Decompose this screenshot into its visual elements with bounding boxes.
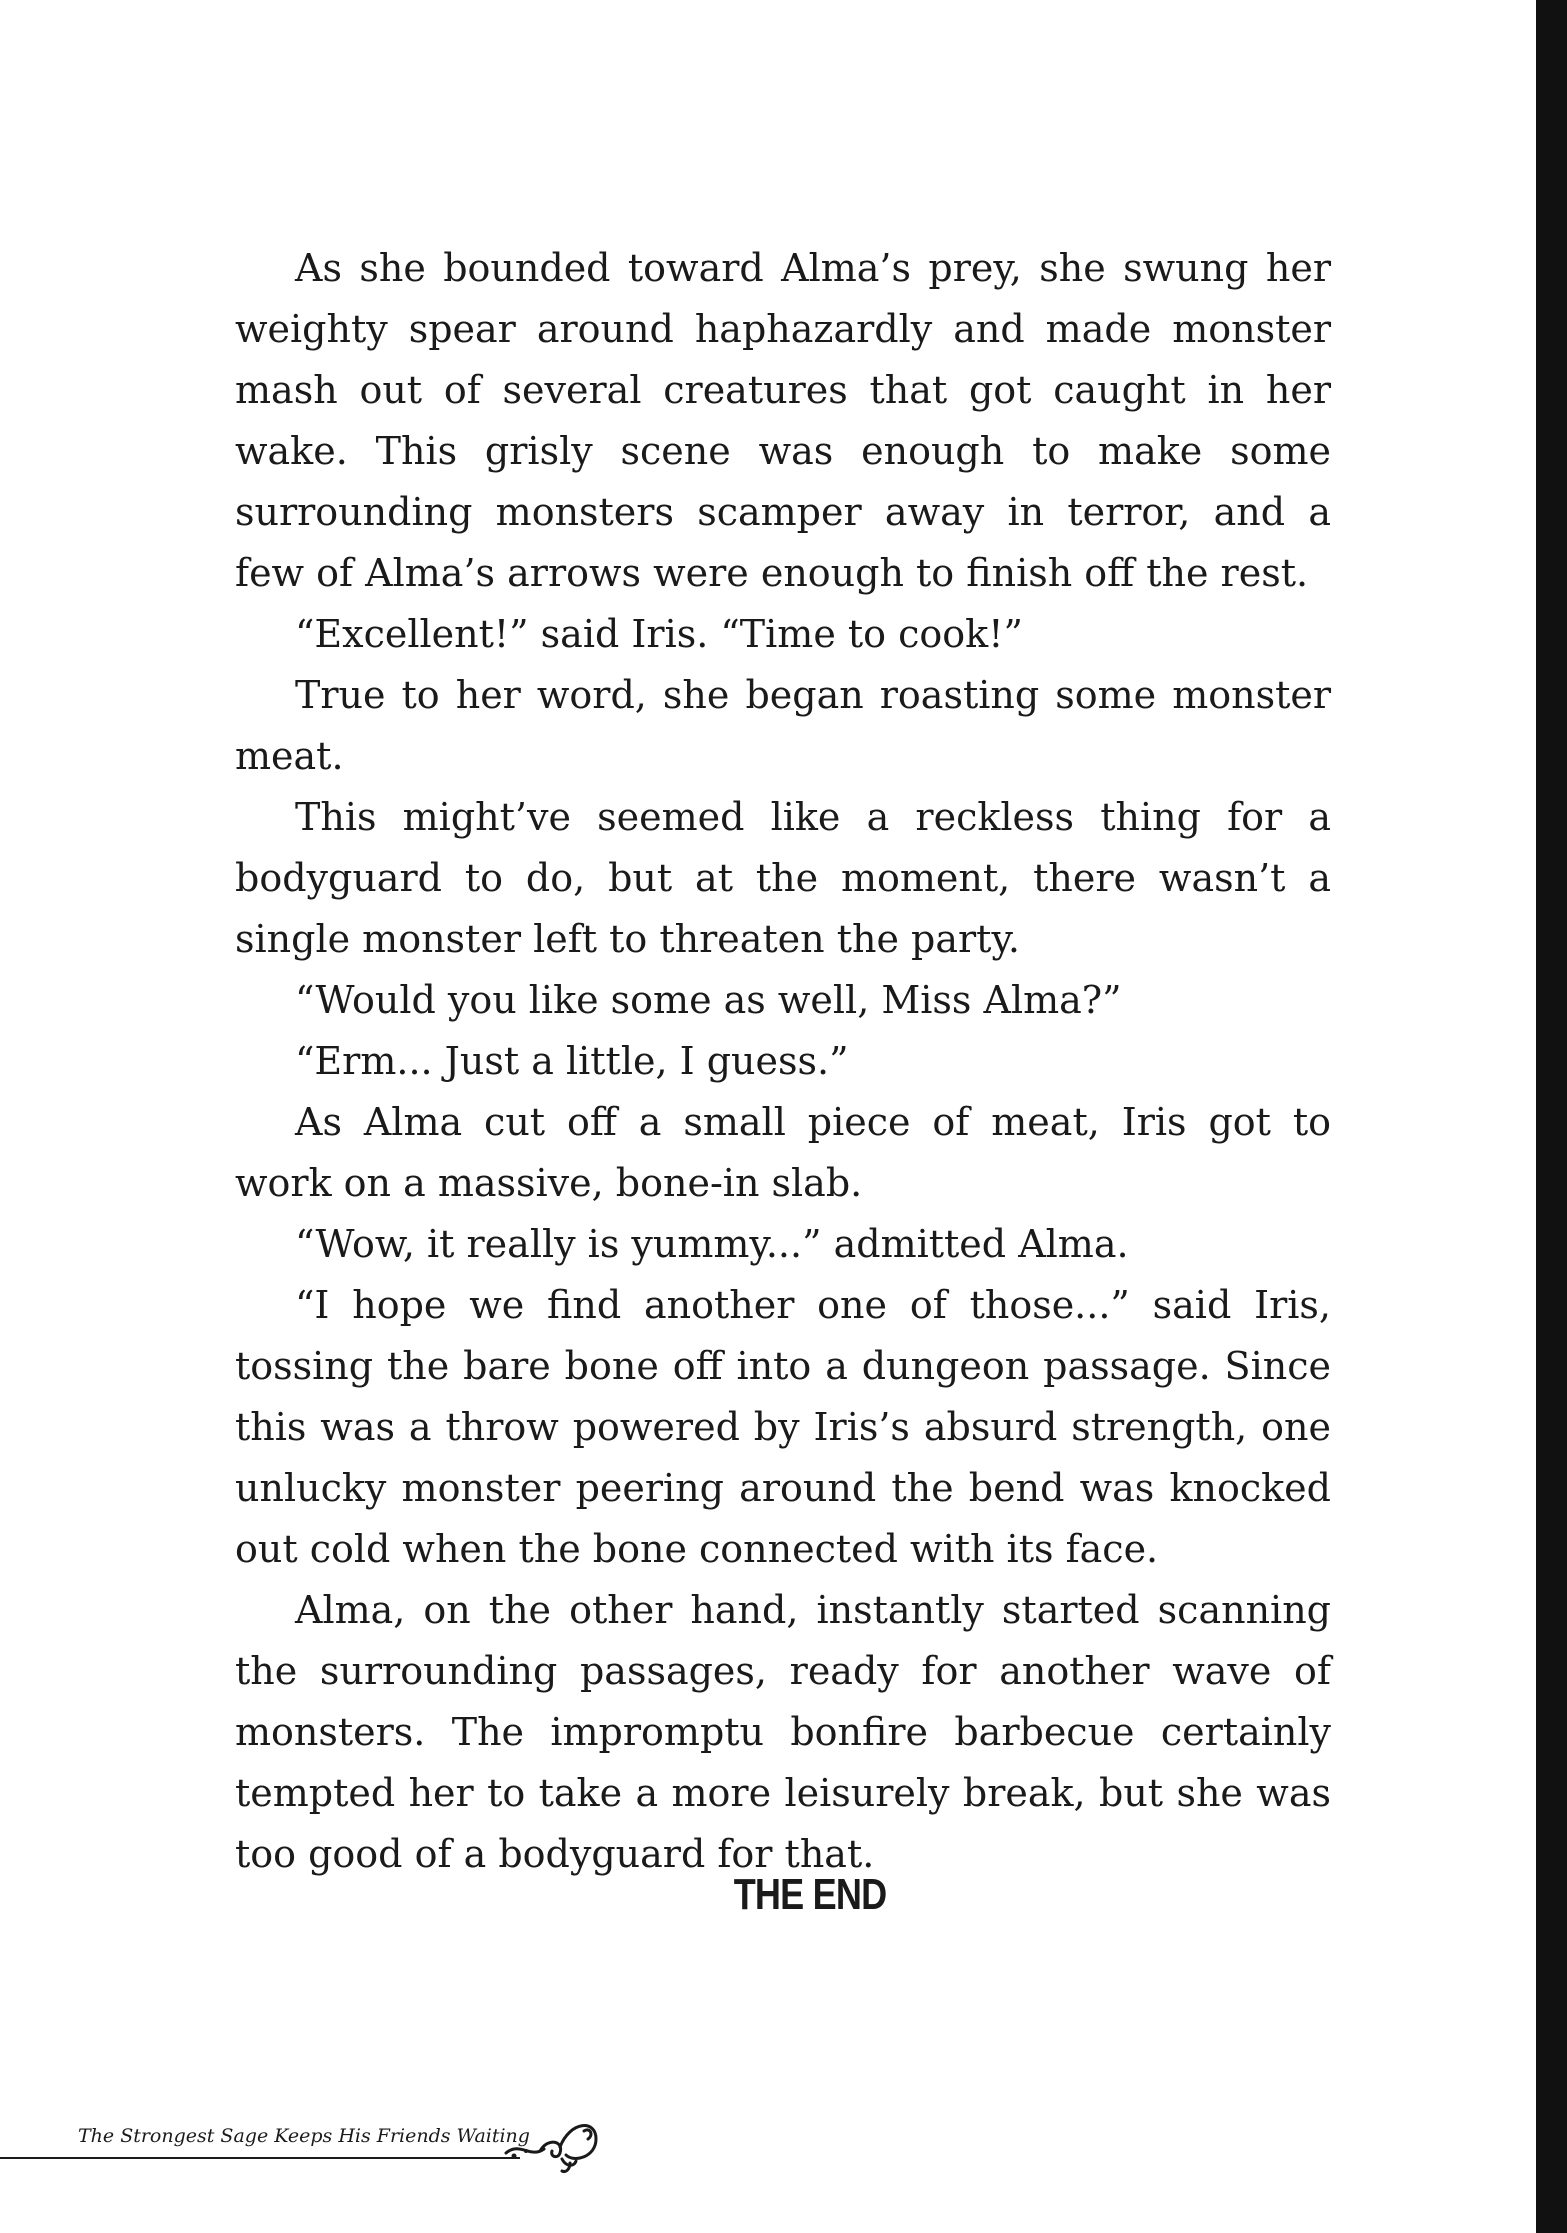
flourish-ornament-icon	[500, 2101, 610, 2175]
footer-rule	[0, 2157, 520, 2159]
paragraph: True to her word, she began roasting some monster meat.	[235, 673, 1331, 778]
footer-book-title: The Strongest Sage Keeps His Friends Waiting	[78, 2125, 530, 2147]
paragraph: As she bounded toward Alma’s prey, she swung her weighty spear around haphazardly and made monster mash out of several creatures that got caught in her wake. This grisly scene was enough to make some surrounding monsters scamper away in terror, and a few of Alma’s arrows were enough to finish off the rest.	[235, 246, 1331, 595]
paragraph: “Wow, it really is yummy...” admitted Alma.	[295, 1222, 1129, 1266]
body-text	[235, 238, 1331, 1885]
paragraph: “I hope we find another one of those...” said Iris, tossing the bare bone off into a dungeon passage. Since this was a throw powered by Iris’s absurd strength, one unlucky monster peering around the bend was knocked out cold when the bone connected with its face.	[235, 1283, 1331, 1571]
paragraph: “Erm... Just a little, I guess.”	[295, 1039, 849, 1083]
paragraph: Alma, on the other hand, instantly started scanning the surrounding passages, ready for another wave of monsters. The impromptu bonfire barbecue certainly tempted her to take a more leisurely break, but she was too good of a bodyguard for that.	[235, 1588, 1331, 1876]
paragraph: “Would you like some as well, Miss Alma?”	[295, 978, 1122, 1022]
paragraph: As Alma cut off a small piece of meat, Iris got to work on a massive, bone-in slab.	[235, 1100, 1331, 1205]
page-footer	[0, 2095, 640, 2175]
end-heading: THE END	[733, 1870, 887, 1919]
page-edge-bar	[1536, 0, 1567, 2233]
paragraph: This might’ve seemed like a reckless thing for a bodyguard to do, but at the moment, there wasn’t a single monster left to threaten the party.	[235, 795, 1331, 961]
paragraph: “Excellent!” said Iris. “Time to cook!”	[295, 612, 1023, 656]
